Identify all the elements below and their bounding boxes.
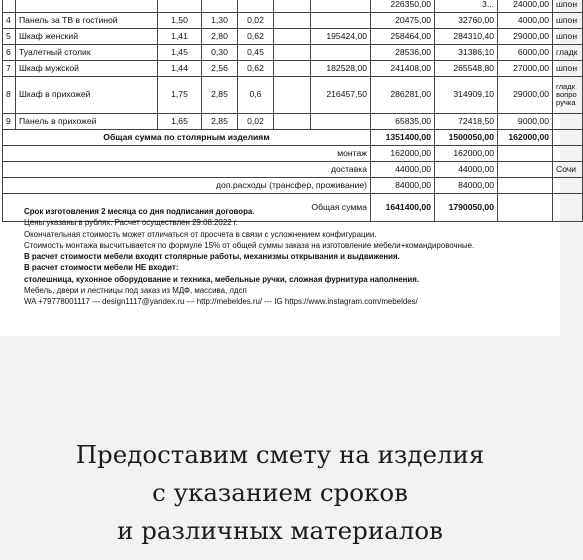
cell-c1 xyxy=(274,13,311,29)
cell-num: 4 xyxy=(3,13,16,29)
extra-c3: 84000,00 xyxy=(371,178,435,194)
note-contacts: WA +79778001117 --- design1117@yandex.ru --- http://mebeldes.ru/ --- IG https://www.instagram.com/mebeldes/ xyxy=(24,297,418,307)
note-currency: Цены указаны в рублях. Расчет осуществлен 29.08.2022 г. xyxy=(24,218,238,228)
table-row xyxy=(3,0,583,13)
cell-num xyxy=(3,0,16,13)
cell-depth: 0,62 xyxy=(238,29,274,45)
cell-c5: 29000,00 xyxy=(498,29,553,45)
cell-c3: 65835,00 xyxy=(371,114,435,130)
extra-label: доп.расходы (трансфер, проживание) xyxy=(3,178,371,194)
cell-height: 2,85 xyxy=(202,77,238,114)
cell-c6: шпон xyxy=(553,13,583,29)
cell-name xyxy=(16,0,158,13)
cell-depth: 0,62 xyxy=(238,61,274,77)
cell-c3: 226350,00 xyxy=(371,0,435,13)
cell-c4: 31386,10 xyxy=(435,45,498,61)
total-c5: 162000,00 xyxy=(498,130,553,146)
cell-name: Шкаф в прихожей xyxy=(16,77,158,114)
cell-width: 1,65 xyxy=(158,114,202,130)
cell-height: 2,85 xyxy=(202,114,238,130)
cell-c2 xyxy=(311,13,371,29)
note-installation: Стоимость монтажа высчитывается по формуле 15% от общей суммы заказа на изготовление мебели+командировочные. xyxy=(24,240,475,250)
cell-c5: 6000,00 xyxy=(498,45,553,61)
total-label: Общая сумма по столярным изделиям xyxy=(3,130,371,146)
cell-c4: 284310,40 xyxy=(435,29,498,45)
extra-c5 xyxy=(498,162,553,178)
cell-width xyxy=(158,0,202,13)
cell-num: 6 xyxy=(3,45,16,61)
caption-line-2: с указанием сроков xyxy=(152,478,408,507)
cell-depth: 0,02 xyxy=(238,114,274,130)
cell-c6: шпон xyxy=(553,61,583,77)
grand-total-c6 xyxy=(553,194,583,222)
note-included: В расчет стоимости мебели входят столярные работы, механизмы открывания и выдвижения. xyxy=(24,252,400,262)
cell-depth: 0,02 xyxy=(238,13,274,29)
table-row xyxy=(3,114,583,130)
cell-width: 1,50 xyxy=(158,13,202,29)
cell-c5: 29000,00 xyxy=(498,77,553,114)
cell-c1 xyxy=(274,77,311,114)
cell-c2: 216457,50 xyxy=(311,77,371,114)
cell-c4: 3... xyxy=(435,0,498,13)
cell-c1 xyxy=(274,114,311,130)
cell-c1 xyxy=(274,61,311,77)
extra-c4: 84000,00 xyxy=(435,178,498,194)
extra-c6: Сочи xyxy=(553,162,583,178)
extra-row xyxy=(3,146,583,162)
cell-depth xyxy=(238,0,274,13)
cell-width: 1,41 xyxy=(158,29,202,45)
caption-line-1: Предоставим смету на изделия xyxy=(75,440,485,469)
cell-num: 7 xyxy=(3,61,16,77)
estimate-table xyxy=(2,0,583,222)
cell-c1 xyxy=(274,45,311,61)
cell-c4: 72418,50 xyxy=(435,114,498,130)
note-not-included-list: столешница, кухонное оборудование и техника, мебельные ручки, сложная фурнитура наполнения. xyxy=(24,274,420,284)
cell-height xyxy=(202,0,238,13)
caption-line-3: и различных материалов xyxy=(117,516,443,545)
extra-row xyxy=(3,162,583,178)
cell-c2 xyxy=(311,114,371,130)
extra-c4: 44000,00 xyxy=(435,162,498,178)
note-final-cost: Окончательная стоимость может отличаться от просчета в связи с усложнением конфигурации. xyxy=(24,229,377,239)
cell-depth: 0,45 xyxy=(238,45,274,61)
grand-total-label: Общая сумма xyxy=(3,194,371,222)
cell-height: 0,30 xyxy=(202,45,238,61)
cell-c1 xyxy=(274,29,311,45)
cell-c3: 28536,00 xyxy=(371,45,435,61)
cell-name: Панель в прихожей xyxy=(16,114,158,130)
cell-c2: 182528,00 xyxy=(311,61,371,77)
note-deadline: Срок изготовления 2 месяца со дня подписания договора. xyxy=(24,207,255,216)
extra-c4: 162000,00 xyxy=(435,146,498,162)
cell-height: 1,30 xyxy=(202,13,238,29)
cell-c2 xyxy=(311,45,371,61)
cell-name: Туалетный столик xyxy=(16,45,158,61)
table-row xyxy=(3,29,583,45)
cell-c6: гладк вопро ручка xyxy=(553,77,583,114)
cell-c4: 265548,80 xyxy=(435,61,498,77)
extra-row xyxy=(3,178,583,194)
extra-label: доставка xyxy=(3,162,371,178)
cell-width: 1,44 xyxy=(158,61,202,77)
cell-c5: 4000,00 xyxy=(498,13,553,29)
extra-label: монтаж xyxy=(3,146,371,162)
extra-c3: 44000,00 xyxy=(371,162,435,178)
cell-width: 1,45 xyxy=(158,45,202,61)
grand-total-c4: 1790050,00 xyxy=(435,194,498,222)
cell-c6: шпон xyxy=(553,0,583,13)
cell-height: 2,56 xyxy=(202,61,238,77)
cell-c6 xyxy=(553,114,583,130)
cell-c2 xyxy=(311,0,371,13)
extra-c5 xyxy=(498,146,553,162)
extra-c6 xyxy=(553,146,583,162)
extra-c5 xyxy=(498,178,553,194)
cell-c5: 24000,00 xyxy=(498,0,553,13)
extra-c3: 162000,00 xyxy=(371,146,435,162)
total-row xyxy=(3,130,583,146)
cell-c3: 241408,00 xyxy=(371,61,435,77)
total-c6 xyxy=(553,130,583,146)
cell-c1 xyxy=(274,0,311,13)
table-row xyxy=(3,77,583,114)
note-company: Мебель, двери и лестницы под заказ из МДФ, массива, лдсп xyxy=(24,286,247,296)
extra-c6 xyxy=(553,178,583,194)
cell-num: 5 xyxy=(3,29,16,45)
cell-depth: 0,6 xyxy=(238,77,274,114)
cell-c3: 20475,00 xyxy=(371,13,435,29)
total-c3: 1351400,00 xyxy=(371,130,435,146)
estimate-notes xyxy=(24,206,554,308)
cell-c6: шпон xyxy=(553,29,583,45)
table-row xyxy=(3,13,583,29)
cell-name: Панель за ТВ в гостиной xyxy=(16,13,158,29)
cell-num: 8 xyxy=(3,77,16,114)
cell-num: 9 xyxy=(3,114,16,130)
promo-caption xyxy=(0,436,560,550)
cell-c4: 32760,00 xyxy=(435,13,498,29)
cell-name: Шкаф женский xyxy=(16,29,158,45)
table-row xyxy=(3,61,583,77)
cell-width: 1,75 xyxy=(158,77,202,114)
note-not-included-title: В расчет стоимости мебели НЕ входит: xyxy=(24,263,179,273)
cell-c6: гладк xyxy=(553,45,583,61)
cell-c3: 286281,00 xyxy=(371,77,435,114)
total-c4: 1500050,00 xyxy=(435,130,498,146)
cell-c5: 27000,00 xyxy=(498,61,553,77)
cell-c5: 9000,00 xyxy=(498,114,553,130)
cell-height: 2,80 xyxy=(202,29,238,45)
cell-name: Шкаф мужской xyxy=(16,61,158,77)
table-row xyxy=(3,45,583,61)
cell-c4: 314909,10 xyxy=(435,77,498,114)
grand-total-c3: 1641400,00 xyxy=(371,194,435,222)
cell-c3: 258464,00 xyxy=(371,29,435,45)
cell-c2: 195424,00 xyxy=(311,29,371,45)
